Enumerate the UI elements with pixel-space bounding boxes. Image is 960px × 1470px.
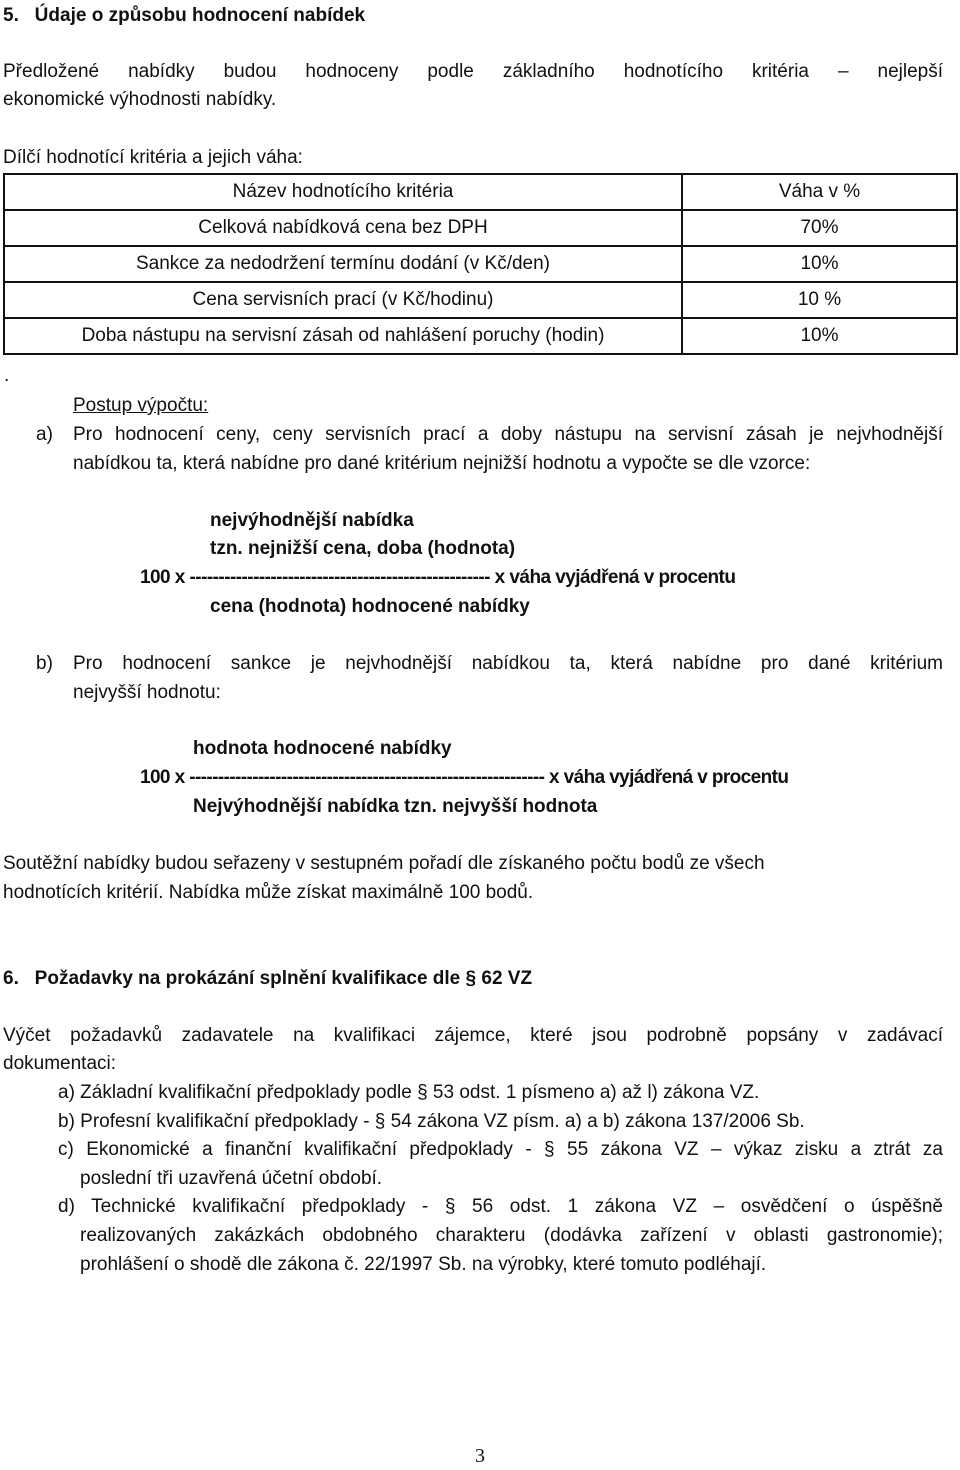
formula-a-numerator-1: nejvýhodnější nabídka: [210, 510, 414, 531]
item-a-line-1: Pro hodnocení ceny, ceny servisních prací a doby nástupu na servisní zásah je nejvhodnější: [73, 424, 943, 445]
section-6-intro-line-1: Výčet požadavků zadavatele na kvalifikaci zájemce, které jsou podrobně popsány v zadávací: [3, 1025, 943, 1046]
qualification-item-c-line-2: poslední tři uzavřená účetní období.: [80, 1168, 383, 1189]
table-cell-criterion: Sankce za nedodržení termínu dodání (v Kč/den): [4, 246, 682, 282]
table-cell-criterion: Celková nabídková cena bez DPH: [4, 210, 682, 246]
closing-line-2: hodnotících kritérií. Nabídka může získat maximálně 100 bodů.: [3, 882, 534, 903]
table-cell-weight: 70%: [682, 210, 957, 246]
formula-b-numerator: hodnota hodnocené nabídky: [193, 738, 452, 759]
section-6-heading: 6. Požadavky na prokázání splnění kvalifikace dle § 62 VZ: [3, 968, 533, 989]
formula-b-denominator: Nejvýhodnější nabídka tzn. nejvyšší hodnota: [193, 796, 598, 817]
table-header-cell: Název hodnotícího kritéria: [4, 174, 682, 210]
qualification-item-d-line-1: d) Technické kvalifikační předpoklady - § 56 odst. 1 zákona VZ – osvědčení o úspěšně: [58, 1196, 943, 1217]
intro-line-1: Předložené nabídky budou hodnoceny podle základního hodnotícího kritéria – nejlepší: [3, 61, 943, 82]
criteria-table: [3, 173, 958, 355]
procedure-label: Postup výpočtu:: [73, 395, 209, 416]
page-number: 3: [475, 1445, 485, 1467]
table-cell-weight: 10%: [682, 318, 957, 354]
item-a-marker: a): [36, 424, 53, 445]
item-a-line-2: nabídkou ta, která nabídne pro dané kritérium nejnižší hodnotu a vypočte se dle vzorce:: [73, 453, 811, 474]
table-row: [4, 318, 957, 354]
table-cell-criterion: Cena servisních prací (v Kč/hodinu): [4, 282, 682, 318]
qualification-item-b: b) Profesní kvalifikační předpoklady - § 54 zákona VZ písm. a) a b) zákona 137/2006 Sb.: [58, 1111, 805, 1132]
section-6-intro-line-2: dokumentaci:: [3, 1053, 117, 1074]
table-row: [4, 282, 957, 318]
qualification-item-d-line-2: realizovaných zakázkách obdobného charakteru (dodávka zařízení v oblasti gastronomie);: [80, 1225, 943, 1246]
item-b-marker: b): [36, 653, 53, 674]
table-row: [4, 210, 957, 246]
section-5-heading: 5. Údaje o způsobu hodnocení nabídek: [3, 5, 366, 26]
table-cell-criterion: Doba nástupu na servisní zásah od nahlášení poruchy (hodin): [4, 318, 682, 354]
qualification-item-d-line-3: prohlášení o shodě dle zákona č. 22/1997 Sb. na výrobky, které tomuto podléhají.: [80, 1254, 767, 1275]
intro-line-2: ekonomické výhodnosti nabídky.: [3, 89, 277, 110]
subcriteria-label: Dílčí hodnotící kritéria a jejich váha:: [3, 147, 303, 168]
item-b-line-2: nejvyšší hodnotu:: [73, 682, 221, 703]
table-cell-weight: 10 %: [682, 282, 957, 318]
closing-line-1: Soutěžní nabídky budou seřazeny v sestupném pořadí dle získaného počtu bodů ze všech: [3, 853, 765, 874]
formula-a-denominator: cena (hodnota) hodnocené nabídky: [210, 596, 530, 617]
qualification-item-a: a) Základní kvalifikační předpoklady podle § 53 odst. 1 písmeno a) až l) zákona VZ.: [58, 1082, 760, 1103]
formula-b-line: 100 x -------------------------------------------------------------- x váha vyjádřená v procentu: [140, 767, 789, 788]
table-cell-weight: 10%: [682, 246, 957, 282]
item-b-line-1: Pro hodnocení sankce je nejvhodnější nabídkou ta, která nabídne pro dané kritérium: [73, 653, 943, 674]
formula-a-numerator-2: tzn. nejnižší cena, doba (hodnota): [210, 538, 516, 559]
formula-a-line: 100 x ---------------------------------------------------- x váha vyjádřená v procentu: [140, 567, 736, 588]
table-row: [4, 246, 957, 282]
qualification-item-c-line-1: c) Ekonomické a finanční kvalifikační předpoklady - § 55 zákona VZ – výkaz zisku a ztrát za: [58, 1139, 943, 1160]
stray-dot: .: [4, 365, 10, 386]
table-header-row: [4, 174, 957, 210]
table-header-cell: Váha v %: [682, 174, 957, 210]
